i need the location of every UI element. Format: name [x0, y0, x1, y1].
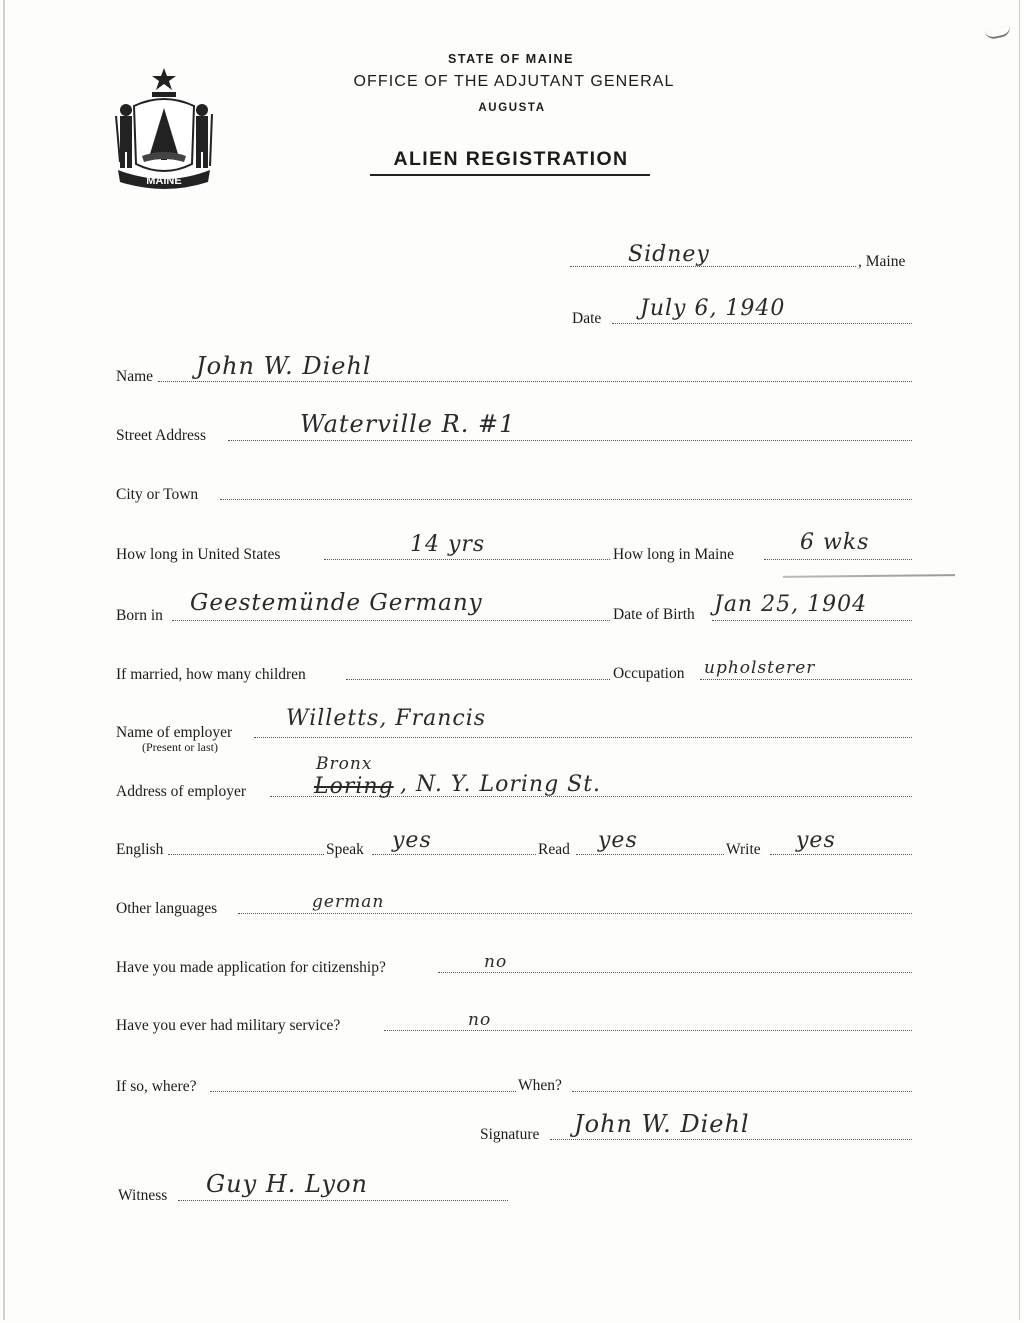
state-heading: STATE OF MAINE: [447, 52, 575, 66]
children-label: If married, how many children: [116, 666, 306, 683]
how-long-us-label: How long in United States: [116, 546, 281, 563]
read-label: Read: [538, 841, 570, 858]
read-line: [576, 854, 724, 855]
location-value: Sidney: [628, 242, 710, 267]
city-heading: AUGUSTA: [478, 102, 546, 114]
military-label: Have you ever had military service?: [116, 1017, 341, 1034]
witness-line: [178, 1200, 508, 1201]
signature-value: John W. Diehl: [574, 1110, 750, 1138]
born-in-label: Born in: [116, 607, 163, 624]
signature-label: Signature: [480, 1126, 540, 1143]
write-label: Write: [726, 841, 761, 858]
english-label: English: [116, 841, 164, 858]
military-value: no: [468, 1010, 492, 1030]
how-long-us-line: [324, 559, 610, 560]
children-line: [346, 679, 610, 680]
employer-line: [254, 737, 912, 738]
occupation-value: upholsterer: [704, 658, 816, 678]
employer-address-struck: Loring: [314, 774, 394, 799]
office-heading: OFFICE OF THE ADJUTANT GENERAL: [353, 73, 675, 90]
how-long-maine-value: 6 wks: [800, 530, 870, 555]
speak-line: [372, 854, 536, 855]
name-label: Name: [116, 368, 154, 385]
when-line: [572, 1091, 912, 1092]
citizenship-label: Have you made application for citizenship?: [116, 959, 386, 976]
employer-value: Willetts, Francis: [286, 706, 487, 731]
city-label: City or Town: [116, 486, 199, 503]
dob-value: Jan 25, 1904: [714, 592, 868, 617]
born-in-line: [172, 620, 610, 621]
witness-label: Witness: [118, 1187, 168, 1204]
witness-value: Guy H. Lyon: [206, 1170, 368, 1198]
military-line: [384, 1030, 912, 1031]
other-languages-value: german: [312, 892, 385, 912]
name-line: [158, 381, 912, 382]
born-in-value: Geestemünde Germany: [190, 590, 483, 616]
title-underline: [370, 174, 650, 176]
employer-address-label: Address of employer: [116, 783, 246, 800]
street-line: [228, 440, 912, 441]
signature-line: [550, 1139, 912, 1140]
date-label: Date: [572, 310, 602, 327]
read-value: yes: [598, 828, 638, 853]
write-value: yes: [796, 828, 836, 853]
speak-value: yes: [392, 828, 432, 853]
employer-sublabel: (Present or last): [142, 740, 218, 754]
occupation-label: Occupation: [613, 665, 685, 682]
maine-label: , Maine: [858, 253, 906, 270]
date-value: July 6, 1940: [640, 296, 786, 321]
employer-label: Name of employer: [116, 724, 233, 741]
citizenship-value: no: [484, 952, 508, 972]
how-long-us-value: 14 yrs: [410, 532, 486, 557]
employer-address-insert: Bronx: [316, 754, 373, 774]
employer-address-value: , N. Y. Loring St.: [400, 772, 602, 797]
date-line: [612, 323, 912, 324]
name-value: John W. Diehl: [196, 352, 372, 380]
other-languages-line: [238, 913, 912, 914]
speak-label: Speak: [326, 841, 364, 858]
page-border: [3, 0, 1020, 1320]
street-value: Waterville R. #1: [300, 410, 516, 438]
where-label: If so, where?: [116, 1078, 197, 1095]
english-line: [168, 854, 324, 855]
citizenship-line: [438, 972, 912, 973]
form-title: ALIEN REGISTRATION: [393, 148, 629, 170]
when-label: When?: [518, 1077, 562, 1094]
how-long-maine-label: How long in Maine: [613, 546, 734, 563]
other-languages-label: Other languages: [116, 900, 218, 917]
seal-banner-text: MAINE: [146, 175, 182, 187]
street-label: Street Address: [116, 427, 206, 444]
dob-label: Date of Birth: [613, 606, 695, 623]
location-line: [570, 266, 856, 267]
dob-line: [712, 620, 912, 621]
how-long-maine-line: [764, 559, 912, 560]
city-line: [220, 499, 912, 500]
where-line: [210, 1091, 516, 1092]
occupation-line: [700, 679, 912, 680]
write-line: [770, 854, 912, 855]
